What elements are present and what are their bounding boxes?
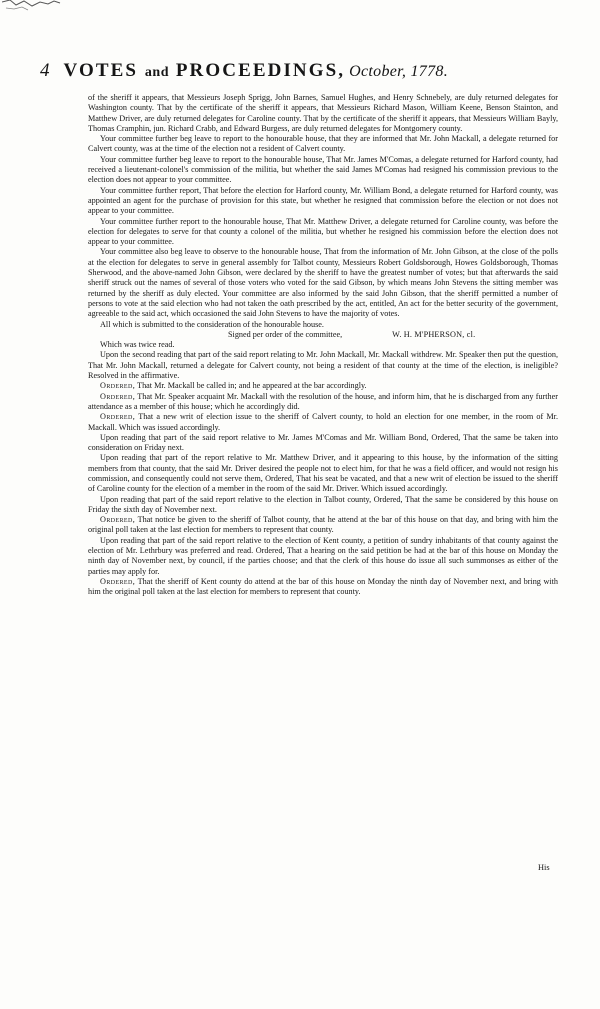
- paragraph-text: That notice be given to the sheriff of Talbot county, that he attend at the bar of this house on that day, and bring with him the original poll taken at the last election for members to represent that county.: [88, 515, 558, 535]
- paragraph: [88, 247, 558, 319]
- title-proceedings: PROCEEDINGS,: [175, 60, 346, 81]
- paragraph-text: Which was twice read.: [100, 340, 175, 350]
- running-title: [64, 60, 346, 81]
- clerk-signature: W. H. M'PHERSON, cl.: [392, 329, 476, 339]
- paragraph: [88, 340, 558, 350]
- paragraph-text: Upon reading that part of the said report relative to the election in Talbot county, Ordered, That the same be considered by this house on Friday the sixth day of November next.: [88, 494, 558, 514]
- ordered-lead: Ordered,: [100, 381, 136, 391]
- paragraph-text: of the sheriff it appears, that Messieurs Joseph Sprigg, John Barnes, Samuel Hughes, and Henry Schnebely, are duly returned delegates for Washington county. That by the certificate of the sheriff it appears, that Messieurs Richard Mason, William Keene, Benson Stainton, and Matthew Driver, are duly returned delegates for Caroline county. That by the certificate of the sheriff it appears, that Messieurs William Bayly, Thomas Cramphin, jun. Richard Crabb, and Edward Burgess, are duly returned delegates for Montgomery county.: [88, 93, 558, 133]
- ordered-lead: Ordered,: [100, 515, 136, 525]
- ordered-lead: Ordered,: [100, 576, 136, 586]
- paragraph-text: Signed per order of the committee,: [228, 329, 343, 339]
- document-body: [88, 93, 558, 598]
- paragraph: [88, 392, 558, 413]
- title-and: and: [144, 65, 169, 80]
- paragraph-text: Upon the second reading that part of the said report relating to Mr. John Mackall, Mr. Mackall withdrew. Mr. Speaker then put the question, That Mr. John Mackall, returned a delegate for Calvert county, not being a resident of that county at the time of the election, is ineligible? Resolved in the affirmative.: [88, 350, 558, 381]
- paragraph-text: Your committee further beg leave to report to the honourable house, That Mr. James M'Comas, a delegate returned for Harford county, had received a lieutenant-colonel's commission of the militia, but whether the said James M'Comas had resigned his commission previous to the election does not appear to your committee.: [88, 154, 558, 185]
- paragraph: [88, 134, 558, 155]
- paragraph-text: Your committee further beg leave to report to the honourable house, that they are informed that Mr. John Mackall, a delegate returned for Calvert county, was at the time of the election not a resident of Calvert county.: [88, 134, 558, 154]
- paragraph: [88, 453, 558, 494]
- torn-edge-mark: [2, 0, 62, 14]
- paragraph-text: Upon reading that part of the said report relative to the election of Kent county, a petition of sundry inhabitants of that county against the election of Mr. Lethrbury was preferred and read. Ordered, That a hearing on the said petition be had at the bar of this house on Monday the ninth day of November next, by council, if the parties choose; and that the clerk of this house do issue all such summonses as either of the parties may apply for.: [88, 535, 558, 576]
- paragraph: [88, 381, 558, 391]
- paragraph-text: That the sheriff of Kent county do attend at the bar of this house on Monday the ninth day of November next, and bring with him the original poll taken at the last election for members to represent that county.: [88, 576, 558, 597]
- paragraph-text: Upon reading that part of the said report relative to Mr. James M'Comas and Mr. William Bond, Ordered, That the same be taken into consideration on Friday next.: [88, 432, 558, 453]
- paragraph: [88, 536, 558, 577]
- ordered-lead: Ordered,: [100, 412, 136, 422]
- paragraph-text: Your committee further report to the honourable house, That Mr. Matthew Driver, a delegate returned for Caroline county, was before the election for delegates to serve for that county a colonel of the militia, but whether he resigned his commission before the election does not appear to your committee.: [88, 216, 558, 247]
- paragraph-text: Upon reading that part of the report relative to Mr. Matthew Driver, and it appearing to this house, by the information of the sitting members from that county, that the said Mr. Driver desired the people not to elect him, for that he was a field officer, and would not resign his commission, and consequently could not serve them, Ordered, That his seat be vacated, and that a new writ of election be issued to the sheriff of Caroline county for the election of a member in the room of the said Mr. Driver. Which issued accordingly.: [88, 453, 558, 494]
- paragraph: [88, 577, 558, 598]
- paragraph: [88, 155, 558, 186]
- header-date: October, 1778.: [349, 63, 449, 80]
- paragraph-text: That Mr. Mackall be called in; and he appeared at the bar accordingly.: [135, 381, 367, 391]
- paragraph-text: That a new writ of election issue to the sheriff of Calvert county, to hold an election for one member, in the room of Mr. Mackall. Which was issued accordingly.: [88, 412, 558, 432]
- paragraph: [88, 412, 558, 433]
- paragraph: [88, 350, 558, 381]
- paragraph: [88, 217, 558, 248]
- page-header: [40, 60, 576, 86]
- paragraph-text: All which is submitted to the consideration of the honourable house.: [100, 319, 324, 329]
- signature-line: [88, 330, 558, 340]
- paragraph: [88, 93, 558, 134]
- paragraph: [88, 495, 558, 516]
- paragraph-text: Your committee further report, That before the election for Harford county, Mr. William Bond, a delegate returned for Harford county, was appointed an agent for the purchase of provision for this state, but whether he resigned that commission before the election or not does not appear to your committee.: [88, 185, 558, 216]
- paragraph: [88, 186, 558, 217]
- paragraph: [88, 433, 558, 454]
- paragraph-text: Your committee also beg leave to observe to the honourable house, That from the information of Mr. John Gibson, at the close of the polls at the election for delegates to serve in general assembly for Talbot county, Messieurs Robert Goldsborough, Howes Goldsborough, Thomas Sherwood, and the above-named John Gibson, were declared by the sheriff to have the greatest number of votes; but that afterwards the said sheriff struck out the names of several of those voters who voted for the said Gibson, by which means John Stevens the sitting member was returned by the sheriff as duly elected. Your committee are also informed by the said John Gibson, that the sheriff permitted a number of persons to vote at the said election who had not taken the oath prescribed by the act, entitled, An act for the better security of the government, agreeable to the said act, which occasioned the said John Stevens to have the majority of votes.: [88, 247, 558, 319]
- paragraph: [88, 515, 558, 536]
- ordered-lead: Ordered,: [100, 391, 136, 401]
- paragraph-text: That Mr. Speaker acquaint Mr. Mackall with the resolution of the house, and inform him, that he is discharged from any further attendance as a member of this house; which he accordingly did.: [88, 391, 558, 411]
- catchword: His: [538, 863, 550, 872]
- title-votes: VOTES: [63, 60, 139, 81]
- paragraph: [88, 320, 558, 330]
- page-number: 4: [40, 60, 50, 81]
